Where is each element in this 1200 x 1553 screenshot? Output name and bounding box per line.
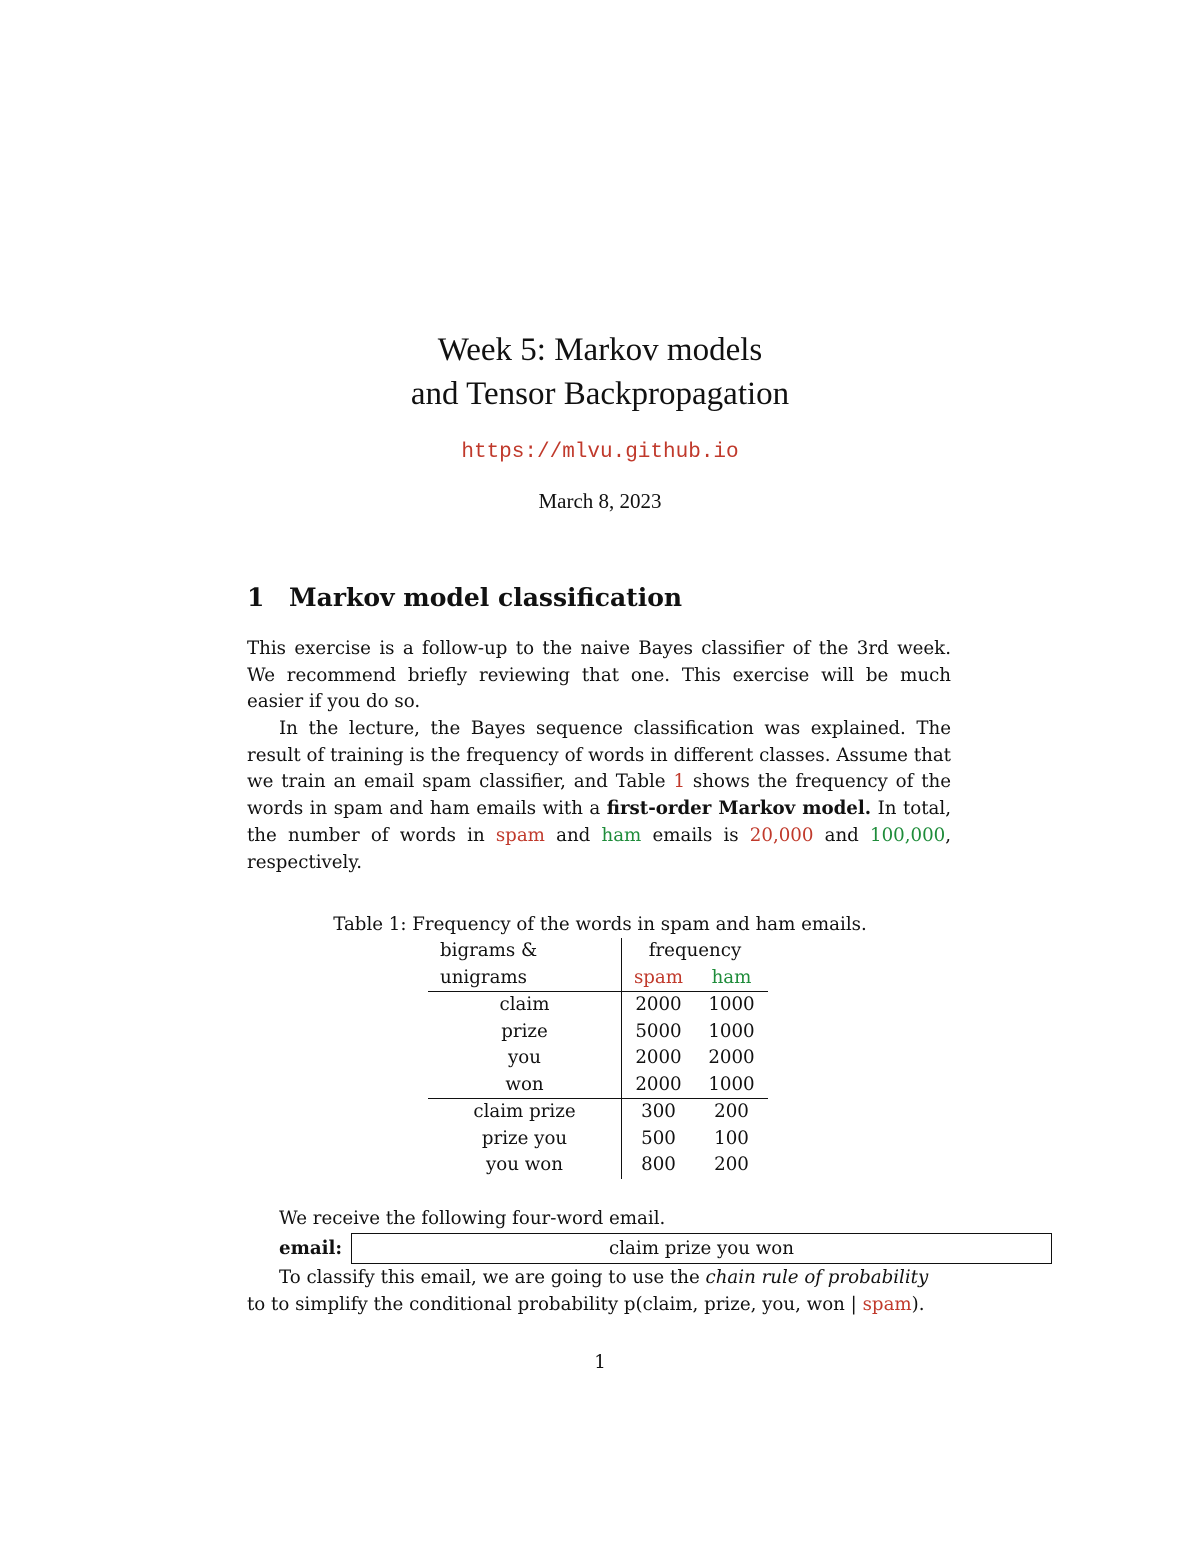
table-cell: 1000 — [708, 1073, 755, 1095]
table-cell: 300 — [641, 1101, 676, 1122]
paragraph-2-text: , respectively. — [247, 824, 952, 873]
ham-count: 100,000 — [870, 824, 946, 846]
spam-count: 20,000 — [749, 824, 814, 846]
frequency-table — [428, 938, 768, 1179]
page-number: 1 — [594, 1352, 606, 1373]
table-row — [428, 1019, 768, 1046]
section-heading — [247, 580, 682, 616]
table-cell: won — [428, 1072, 622, 1099]
email-row — [279, 1233, 1052, 1264]
paragraph-3-text: To classify this email, we are going to use the — [279, 1267, 706, 1288]
table-cell: 1000 — [708, 1020, 755, 1042]
table-header-row — [428, 938, 768, 965]
table-cell: prize — [428, 1019, 622, 1046]
table-caption: Table 1: Frequency of the words in spam and ham emails. — [333, 914, 867, 935]
table-row — [428, 1099, 768, 1126]
email-label: email: — [279, 1238, 343, 1259]
header-cell-spam: spam — [633, 966, 684, 988]
paragraph-2-bold: first-order Markov model. — [606, 798, 872, 820]
table-cell: 2000 — [708, 1047, 755, 1068]
paragraph-2-text: In total, the number of words in — [247, 798, 951, 846]
ham-word: ham — [601, 824, 642, 846]
paragraph-3-text: to to simplify the conditional probability — [247, 1294, 624, 1315]
probability-spam: spam — [862, 1294, 912, 1315]
title-line-2: and Tensor Backpropagation — [410, 376, 790, 412]
probability-expression: p(claim, prize, you, won | — [623, 1294, 863, 1315]
table-cell: claim — [428, 992, 622, 1019]
paragraph-2-text: and — [813, 824, 870, 846]
section-number: 1 — [247, 583, 265, 612]
paragraph-1: This exercise is a follow-up to the naive Bayes classifier of the 3rd week. We recommend briefly reviewing that one. This exercise will be much easier if you do so. — [247, 638, 951, 713]
table-row — [428, 1045, 768, 1072]
table-row — [428, 1152, 768, 1179]
table-cell: 2000 — [635, 994, 682, 1015]
table-cell: 5000 — [635, 1020, 682, 1042]
paragraph-2-text: shows the frequency of the words in spam and ham emails with a — [247, 771, 952, 820]
table-reference-link[interactable]: 1 — [673, 771, 686, 793]
table-row — [428, 1072, 768, 1099]
table-header-row — [428, 965, 768, 992]
table-cell: 2000 — [635, 1047, 682, 1068]
table-cell: 200 — [714, 1154, 749, 1175]
table-cell: 100 — [714, 1127, 749, 1149]
paragraph-3-text: ). — [911, 1294, 925, 1315]
table-cell: 800 — [641, 1154, 676, 1175]
course-url-link[interactable]: https://mlvu.github.io — [461, 441, 739, 464]
table-cell: you — [428, 1045, 622, 1072]
table-cell: claim prize — [428, 1099, 622, 1126]
table-row — [428, 1126, 768, 1153]
table-cell: 500 — [641, 1127, 676, 1149]
paragraph-2-text: emails is — [641, 824, 750, 846]
title-line-1: Week 5: Markov models — [437, 332, 763, 368]
email-content-box: claim prize you won — [351, 1233, 1052, 1264]
header-cell-ham: ham — [711, 966, 752, 988]
header-cell: unigrams — [428, 965, 622, 992]
paragraph-2 — [247, 716, 951, 876]
table-cell: 1000 — [708, 994, 755, 1015]
table-cell: 2000 — [635, 1073, 682, 1095]
email-intro: We receive the following four-word email. — [279, 1208, 666, 1229]
header-cell: frequency — [648, 940, 742, 961]
table-cell: you won — [428, 1152, 622, 1179]
paragraph-3 — [247, 1264, 951, 1318]
table-cell: 200 — [714, 1101, 749, 1122]
paragraph-2-text: In the lecture, the Bayes sequence classification was explained. The result of training is the frequency of words in different classes. Assume that we train an email spam classifier, and Table — [247, 718, 951, 793]
document-date: March 8, 2023 — [538, 489, 662, 513]
title-block — [0, 328, 1200, 516]
header-cell: bigrams & — [428, 938, 622, 965]
section-title: Markov model classification — [289, 583, 683, 612]
spam-word: spam — [495, 824, 545, 846]
table-row — [428, 992, 768, 1019]
table-cell: prize you — [428, 1126, 622, 1153]
paragraph-3-italic: chain rule of probability — [705, 1267, 929, 1288]
paragraph-2-text: and — [544, 824, 602, 846]
